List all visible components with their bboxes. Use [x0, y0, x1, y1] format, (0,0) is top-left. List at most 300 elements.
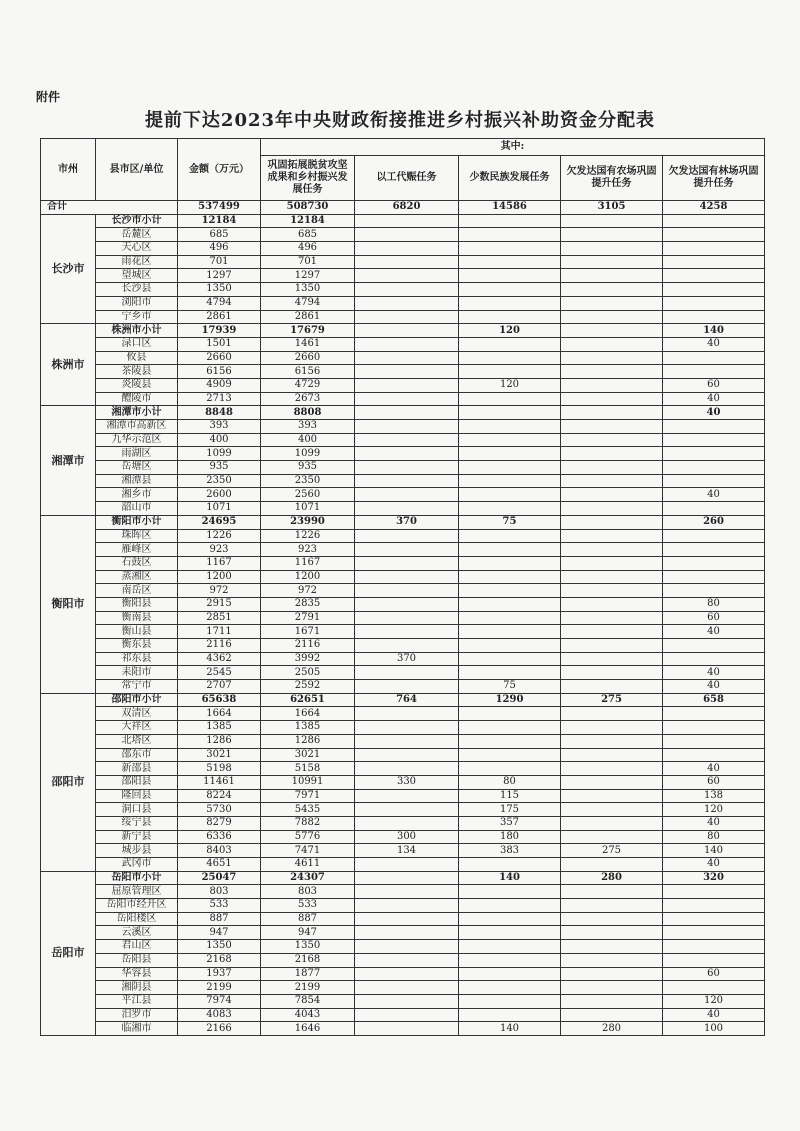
county-cell: 湘潭县 [96, 474, 178, 488]
value-cell [355, 789, 459, 803]
value-cell [355, 447, 459, 461]
table-row [41, 666, 765, 680]
table-row [41, 926, 765, 940]
city-cell: 长沙市 [41, 214, 96, 324]
county-cell: 隆回县 [96, 789, 178, 803]
value-cell [663, 351, 765, 365]
county-cell: 华容县 [96, 967, 178, 981]
value-cell [355, 543, 459, 557]
value-cell: 1664 [178, 707, 261, 721]
value-cell: 1167 [261, 556, 355, 570]
value-cell [561, 529, 663, 543]
value-cell [459, 885, 561, 899]
value-cell [561, 652, 663, 666]
value-cell: 275 [561, 844, 663, 858]
value-cell [355, 994, 459, 1008]
value-cell: 7471 [261, 844, 355, 858]
value-cell [355, 392, 459, 406]
subtotal-row [41, 406, 765, 420]
county-cell: 岳塘区 [96, 461, 178, 475]
value-cell: 40 [663, 816, 765, 830]
value-cell [459, 611, 561, 625]
value-cell: 120 [663, 803, 765, 817]
value-cell [663, 214, 765, 228]
value-cell: 120 [459, 378, 561, 392]
value-cell: 1671 [261, 625, 355, 639]
county-cell: 云溪区 [96, 926, 178, 940]
value-cell: 115 [459, 789, 561, 803]
value-cell: 40 [663, 666, 765, 680]
value-cell [561, 433, 663, 447]
value-cell [561, 214, 663, 228]
value-cell: 300 [355, 830, 459, 844]
value-cell: 2560 [261, 488, 355, 502]
value-cell [561, 502, 663, 516]
value-cell [459, 474, 561, 488]
value-cell [459, 502, 561, 516]
city-cell: 衡阳市 [41, 515, 96, 693]
value-cell [459, 337, 561, 351]
table-row [41, 255, 765, 269]
value-cell: 935 [261, 461, 355, 475]
value-cell [355, 228, 459, 242]
value-cell: 2116 [261, 639, 355, 653]
table-row [41, 529, 765, 543]
value-cell: 75 [459, 680, 561, 694]
value-cell [459, 420, 561, 434]
value-cell: 280 [561, 871, 663, 885]
value-cell [663, 584, 765, 598]
value-cell: 7854 [261, 994, 355, 1008]
value-cell: 1286 [178, 734, 261, 748]
value-cell: 7882 [261, 816, 355, 830]
value-cell [561, 570, 663, 584]
value-cell: 6336 [178, 830, 261, 844]
value-cell: 275 [561, 693, 663, 707]
value-cell: 764 [355, 693, 459, 707]
header-work-relief: 以工代赈任务 [355, 156, 459, 201]
city-cell: 岳阳市 [41, 871, 96, 1035]
value-cell: 383 [459, 844, 561, 858]
value-cell: 2600 [178, 488, 261, 502]
value-cell: 4651 [178, 858, 261, 872]
value-cell [663, 502, 765, 516]
value-cell [663, 420, 765, 434]
value-cell [663, 912, 765, 926]
table-row [41, 296, 765, 310]
value-cell [561, 543, 663, 557]
value-cell [355, 337, 459, 351]
value-cell [459, 597, 561, 611]
county-cell: 绥宁县 [96, 816, 178, 830]
value-cell [561, 789, 663, 803]
county-cell: 衡南县 [96, 611, 178, 625]
value-cell: 533 [261, 899, 355, 913]
table-row [41, 707, 765, 721]
value-cell: 8848 [178, 406, 261, 420]
value-cell [561, 912, 663, 926]
city-cell: 湘潭市 [41, 406, 96, 516]
table-row [41, 283, 765, 297]
value-cell: 3021 [178, 748, 261, 762]
value-cell: 685 [261, 228, 355, 242]
table-row [41, 940, 765, 954]
value-cell [459, 228, 561, 242]
table-row [41, 625, 765, 639]
value-cell: 80 [663, 830, 765, 844]
value-cell: 2861 [261, 310, 355, 324]
header-forest: 欠发达国有林场巩固提升任务 [663, 156, 765, 201]
value-cell [459, 858, 561, 872]
value-cell: 701 [261, 255, 355, 269]
value-cell [459, 721, 561, 735]
county-cell: 南岳区 [96, 584, 178, 598]
total-ethnic: 14586 [459, 201, 561, 215]
value-cell: 40 [663, 406, 765, 420]
value-cell: 1071 [178, 502, 261, 516]
value-cell [459, 967, 561, 981]
county-cell: 常宁市 [96, 680, 178, 694]
value-cell: 1937 [178, 967, 261, 981]
county-cell: 衡阳市小计 [96, 515, 178, 529]
table-row [41, 310, 765, 324]
value-cell: 320 [663, 871, 765, 885]
value-cell [355, 584, 459, 598]
value-cell: 60 [663, 378, 765, 392]
value-cell: 1297 [261, 269, 355, 283]
value-cell: 947 [261, 926, 355, 940]
value-cell: 4362 [178, 652, 261, 666]
value-cell: 1385 [178, 721, 261, 735]
value-cell: 140 [663, 324, 765, 338]
table-row [41, 1008, 765, 1022]
value-cell: 10991 [261, 775, 355, 789]
value-cell: 1099 [178, 447, 261, 461]
county-cell: 城步县 [96, 844, 178, 858]
county-cell: 邵阳市小计 [96, 693, 178, 707]
value-cell [355, 926, 459, 940]
value-cell [355, 707, 459, 721]
value-cell [459, 707, 561, 721]
value-cell [355, 365, 459, 379]
value-cell: 1350 [178, 940, 261, 954]
table-row [41, 502, 765, 516]
value-cell [459, 556, 561, 570]
value-cell: 5158 [261, 762, 355, 776]
county-cell: 浏阳市 [96, 296, 178, 310]
value-cell: 947 [178, 926, 261, 940]
value-cell [561, 953, 663, 967]
subtotal-row [41, 871, 765, 885]
value-cell: 2915 [178, 597, 261, 611]
value-cell [561, 994, 663, 1008]
value-cell [561, 584, 663, 598]
value-cell: 1200 [261, 570, 355, 584]
value-cell [355, 255, 459, 269]
value-cell [355, 721, 459, 735]
county-cell: 株洲市小计 [96, 324, 178, 338]
county-cell: 湘潭市小计 [96, 406, 178, 420]
county-cell: 雨花区 [96, 255, 178, 269]
value-cell [561, 351, 663, 365]
county-cell: 汨罗市 [96, 1008, 178, 1022]
table-row [41, 721, 765, 735]
value-cell: 1290 [459, 693, 561, 707]
value-cell: 23990 [261, 515, 355, 529]
value-cell [663, 255, 765, 269]
county-cell: 平江县 [96, 994, 178, 1008]
county-cell: 新邵县 [96, 762, 178, 776]
value-cell: 8224 [178, 789, 261, 803]
county-cell: 湘潭市高新区 [96, 420, 178, 434]
county-cell: 醴陵市 [96, 392, 178, 406]
value-cell: 400 [178, 433, 261, 447]
header-county: 县市区/单位 [96, 139, 178, 201]
value-cell [459, 570, 561, 584]
value-cell: 8403 [178, 844, 261, 858]
value-cell [355, 570, 459, 584]
value-cell [663, 556, 765, 570]
value-cell: 2505 [261, 666, 355, 680]
value-cell: 120 [459, 324, 561, 338]
table-row [41, 1022, 765, 1036]
value-cell: 2168 [261, 953, 355, 967]
value-cell [459, 940, 561, 954]
value-cell: 120 [663, 994, 765, 1008]
value-cell: 8808 [261, 406, 355, 420]
value-cell: 7971 [261, 789, 355, 803]
value-cell: 3992 [261, 652, 355, 666]
value-cell [355, 762, 459, 776]
value-cell: 4729 [261, 378, 355, 392]
county-cell: 岳麓区 [96, 228, 178, 242]
value-cell [561, 734, 663, 748]
header-consolidation: 巩固拓展脱贫攻坚成果和乡村振兴发展任务 [261, 156, 355, 201]
value-cell: 2545 [178, 666, 261, 680]
value-cell [355, 406, 459, 420]
value-cell: 2713 [178, 392, 261, 406]
table-row [41, 912, 765, 926]
county-cell: 雨湖区 [96, 447, 178, 461]
county-cell: 珠晖区 [96, 529, 178, 543]
county-cell: 韶山市 [96, 502, 178, 516]
value-cell [663, 296, 765, 310]
value-cell [459, 912, 561, 926]
value-cell: 60 [663, 967, 765, 981]
value-cell: 80 [663, 597, 765, 611]
value-cell [561, 556, 663, 570]
value-cell [459, 734, 561, 748]
value-cell: 40 [663, 1008, 765, 1022]
value-cell: 370 [355, 515, 459, 529]
value-cell: 25047 [178, 871, 261, 885]
value-cell: 2791 [261, 611, 355, 625]
value-cell: 6156 [261, 365, 355, 379]
table-row [41, 242, 765, 256]
county-cell: 九华示范区 [96, 433, 178, 447]
value-cell [663, 981, 765, 995]
value-cell: 4083 [178, 1008, 261, 1022]
table-row [41, 858, 765, 872]
value-cell: 2199 [261, 981, 355, 995]
value-cell [561, 748, 663, 762]
value-cell: 1350 [261, 940, 355, 954]
value-cell: 887 [261, 912, 355, 926]
value-cell: 496 [261, 242, 355, 256]
value-cell [459, 639, 561, 653]
value-cell: 2660 [261, 351, 355, 365]
value-cell [355, 461, 459, 475]
value-cell [663, 570, 765, 584]
table-row [41, 474, 765, 488]
value-cell [459, 625, 561, 639]
county-cell: 君山区 [96, 940, 178, 954]
value-cell [561, 283, 663, 297]
value-cell: 60 [663, 775, 765, 789]
value-cell [561, 420, 663, 434]
county-cell: 屈原管理区 [96, 885, 178, 899]
table-row [41, 447, 765, 461]
county-cell: 渌口区 [96, 337, 178, 351]
total-farm: 3105 [561, 201, 663, 215]
value-cell [663, 639, 765, 653]
value-cell [561, 310, 663, 324]
table-row [41, 844, 765, 858]
value-cell [459, 1008, 561, 1022]
value-cell: 1646 [261, 1022, 355, 1036]
value-cell [355, 967, 459, 981]
total-consolidation: 508730 [261, 201, 355, 215]
value-cell: 138 [663, 789, 765, 803]
value-cell: 40 [663, 762, 765, 776]
value-cell: 923 [178, 543, 261, 557]
value-cell: 5776 [261, 830, 355, 844]
value-cell [561, 858, 663, 872]
value-cell: 1664 [261, 707, 355, 721]
county-cell: 长沙县 [96, 283, 178, 297]
value-cell: 5435 [261, 803, 355, 817]
county-cell: 茶陵县 [96, 365, 178, 379]
value-cell [459, 242, 561, 256]
county-cell: 宁乡市 [96, 310, 178, 324]
county-cell: 湘阴县 [96, 981, 178, 995]
value-cell [459, 365, 561, 379]
value-cell [561, 940, 663, 954]
value-cell [355, 269, 459, 283]
table-row [41, 789, 765, 803]
value-cell [561, 762, 663, 776]
value-cell [355, 899, 459, 913]
table-row [41, 775, 765, 789]
subtotal-row [41, 324, 765, 338]
value-cell [663, 652, 765, 666]
table-row [41, 420, 765, 434]
value-cell [355, 502, 459, 516]
value-cell [561, 228, 663, 242]
value-cell [663, 899, 765, 913]
value-cell [459, 296, 561, 310]
value-cell: 357 [459, 816, 561, 830]
value-cell [459, 994, 561, 1008]
value-cell: 1286 [261, 734, 355, 748]
value-cell [459, 447, 561, 461]
value-cell [355, 433, 459, 447]
county-cell: 望城区 [96, 269, 178, 283]
value-cell [663, 529, 765, 543]
value-cell: 2592 [261, 680, 355, 694]
header-amount: 金额（万元） [178, 139, 261, 201]
value-cell [561, 378, 663, 392]
value-cell: 140 [663, 844, 765, 858]
value-cell [459, 529, 561, 543]
value-cell: 12184 [261, 214, 355, 228]
total-amount: 537499 [178, 201, 261, 215]
value-cell [459, 584, 561, 598]
value-cell [561, 461, 663, 475]
value-cell: 180 [459, 830, 561, 844]
value-cell: 1167 [178, 556, 261, 570]
county-cell: 耒阳市 [96, 666, 178, 680]
value-cell [459, 981, 561, 995]
value-cell [561, 680, 663, 694]
value-cell: 400 [261, 433, 355, 447]
county-cell: 长沙市小计 [96, 214, 178, 228]
value-cell [459, 899, 561, 913]
table-row [41, 830, 765, 844]
value-cell [663, 748, 765, 762]
value-cell [459, 433, 561, 447]
county-cell: 邵阳县 [96, 775, 178, 789]
value-cell [355, 858, 459, 872]
value-cell [355, 378, 459, 392]
city-cell: 株洲市 [41, 324, 96, 406]
county-cell: 炎陵县 [96, 378, 178, 392]
value-cell: 1711 [178, 625, 261, 639]
value-cell [663, 926, 765, 940]
value-cell [355, 816, 459, 830]
value-cell [561, 926, 663, 940]
value-cell: 370 [355, 652, 459, 666]
value-cell [561, 447, 663, 461]
value-cell [355, 912, 459, 926]
county-cell: 武冈市 [96, 858, 178, 872]
value-cell: 1226 [261, 529, 355, 543]
value-cell: 1200 [178, 570, 261, 584]
table-row [41, 556, 765, 570]
value-cell: 1226 [178, 529, 261, 543]
county-cell: 双清区 [96, 707, 178, 721]
value-cell: 5198 [178, 762, 261, 776]
table-row [41, 967, 765, 981]
value-cell: 8279 [178, 816, 261, 830]
value-cell [561, 597, 663, 611]
value-cell [459, 255, 561, 269]
value-cell [561, 474, 663, 488]
value-cell [355, 556, 459, 570]
value-cell: 2851 [178, 611, 261, 625]
value-cell [355, 324, 459, 338]
value-cell: 2861 [178, 310, 261, 324]
value-cell [355, 214, 459, 228]
value-cell [663, 310, 765, 324]
value-cell: 2168 [178, 953, 261, 967]
table-row [41, 953, 765, 967]
value-cell [561, 639, 663, 653]
value-cell [355, 597, 459, 611]
value-cell: 701 [178, 255, 261, 269]
attachment-label: 附件 [36, 90, 61, 104]
value-cell [663, 433, 765, 447]
